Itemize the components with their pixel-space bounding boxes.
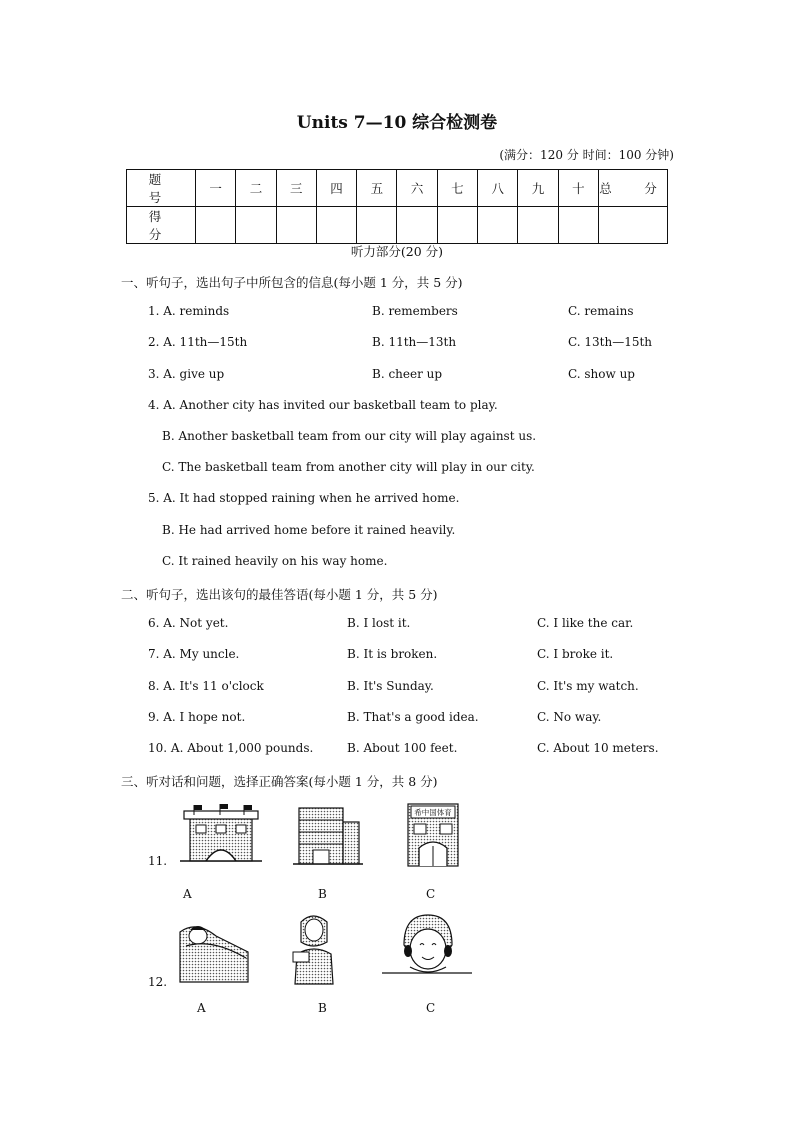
q2-option-a: 2. A. 11th—15th <box>148 335 248 349</box>
q11-label-b: B <box>318 887 327 901</box>
girl-smiling-image <box>380 911 474 983</box>
q5-option-a: 5. A. It had stopped raining when he arrived home. <box>148 491 460 505</box>
score-table <box>126 169 668 244</box>
hotel-building-image <box>180 803 262 867</box>
q6-option-a: 6. A. Not yet. <box>148 616 229 630</box>
q7-option-b: B. It is broken. <box>347 647 438 661</box>
office-building-image <box>293 804 363 868</box>
q6-option-b: B. I lost it. <box>347 616 411 630</box>
part1-header: 一、听句子，选出句子中所包含的信息(每小题 1 分，共 5 分) <box>121 275 463 290</box>
score-cell <box>518 207 558 244</box>
score-cell <box>397 207 437 244</box>
score-cell <box>357 207 397 244</box>
part2-header: 二、听句子，选出该句的最佳答语(每小题 1 分，共 5 分) <box>121 587 438 602</box>
q2-option-c: C. 13th—15th <box>568 335 653 349</box>
exam-meta: (满分：120 分 时间：100 分钟) <box>499 148 674 162</box>
score-table-score-row <box>127 207 668 244</box>
q9-option-c: C. No way. <box>537 710 602 724</box>
q5-option-b: B. He had arrived home before it rained heavily. <box>162 523 456 537</box>
q11-label-c: C <box>426 887 436 901</box>
part3-header: 三、听对话和问题，选择正确答案(每小题 1 分，共 8 分) <box>121 774 438 789</box>
q4-option-b: B. Another basketball team from our city will play against us. <box>162 429 537 443</box>
q10-option-c: C. About 10 meters. <box>537 741 659 755</box>
q3-option-a: 3. A. give up <box>148 367 225 381</box>
q1-option-a: 1. A. reminds <box>148 304 230 318</box>
score-table-row-label: 得 分 <box>127 207 196 244</box>
score-cell <box>558 207 598 244</box>
q12-label-c: C <box>426 1001 436 1015</box>
score-cell <box>316 207 356 244</box>
score-cell <box>236 207 276 244</box>
score-cell <box>478 207 518 244</box>
score-table-total-label: 总 分 <box>599 170 668 207</box>
score-cell <box>437 207 477 244</box>
q10-option-a: 10. A. About 1,000 pounds. <box>148 741 314 755</box>
score-table-col: 八 <box>478 170 518 207</box>
q12-label-a: A <box>197 1001 206 1015</box>
q1-option-c: C. remains <box>568 304 634 318</box>
q4-option-c: C. The basketball team from another city will play in our city. <box>162 460 535 474</box>
q10-option-b: B. About 100 feet. <box>347 741 458 755</box>
q9-option-a: 9. A. I hope not. <box>148 710 246 724</box>
score-table-header-row <box>127 170 668 207</box>
score-table-col: 十 <box>558 170 598 207</box>
q3-option-c: C. show up <box>568 367 635 381</box>
q7-option-a: 7. A. My uncle. <box>148 647 240 661</box>
q11-number: 11. <box>148 854 168 868</box>
q1-option-b: B. remembers <box>372 304 458 318</box>
score-table-col: 三 <box>276 170 316 207</box>
listening-section-title: 听力部分(20 分) <box>350 244 444 259</box>
q12-label-b: B <box>318 1001 327 1015</box>
score-table-col: 五 <box>357 170 397 207</box>
score-table-col: 七 <box>437 170 477 207</box>
score-table-col: 四 <box>316 170 356 207</box>
score-cell <box>276 207 316 244</box>
q7-option-c: C. I broke it. <box>537 647 614 661</box>
score-table-col: 二 <box>236 170 276 207</box>
q4-option-a: 4. A. Another city has invited our basketball team to play. <box>148 398 498 412</box>
score-table-col: 九 <box>518 170 558 207</box>
score-table-row-label: 题 号 <box>127 170 196 207</box>
q2-option-b: B. 11th—13th <box>372 335 457 349</box>
q11-label-a: A <box>183 887 192 901</box>
person-in-bed-image <box>176 912 252 984</box>
q6-option-c: C. I like the car. <box>537 616 634 630</box>
q3-option-b: B. cheer up <box>372 367 443 381</box>
q5-option-c: C. It rained heavily on his way home. <box>162 554 388 568</box>
q12-number: 12. <box>148 975 168 989</box>
page-title: Units 7—10 综合检测卷 <box>296 113 498 133</box>
q9-option-b: B. That's a good idea. <box>347 710 479 724</box>
q8-option-a: 8. A. It's 11 o'clock <box>148 679 264 693</box>
score-cell <box>599 207 668 244</box>
sports-center-image <box>405 802 461 868</box>
person-coughing-image <box>287 910 341 986</box>
score-cell <box>196 207 236 244</box>
score-table-col: 六 <box>397 170 437 207</box>
score-table-col: 一 <box>196 170 236 207</box>
q8-option-c: C. It's my watch. <box>537 679 639 693</box>
sports-center-sign: 希中国体育 <box>414 808 452 817</box>
q8-option-b: B. It's Sunday. <box>347 679 434 693</box>
